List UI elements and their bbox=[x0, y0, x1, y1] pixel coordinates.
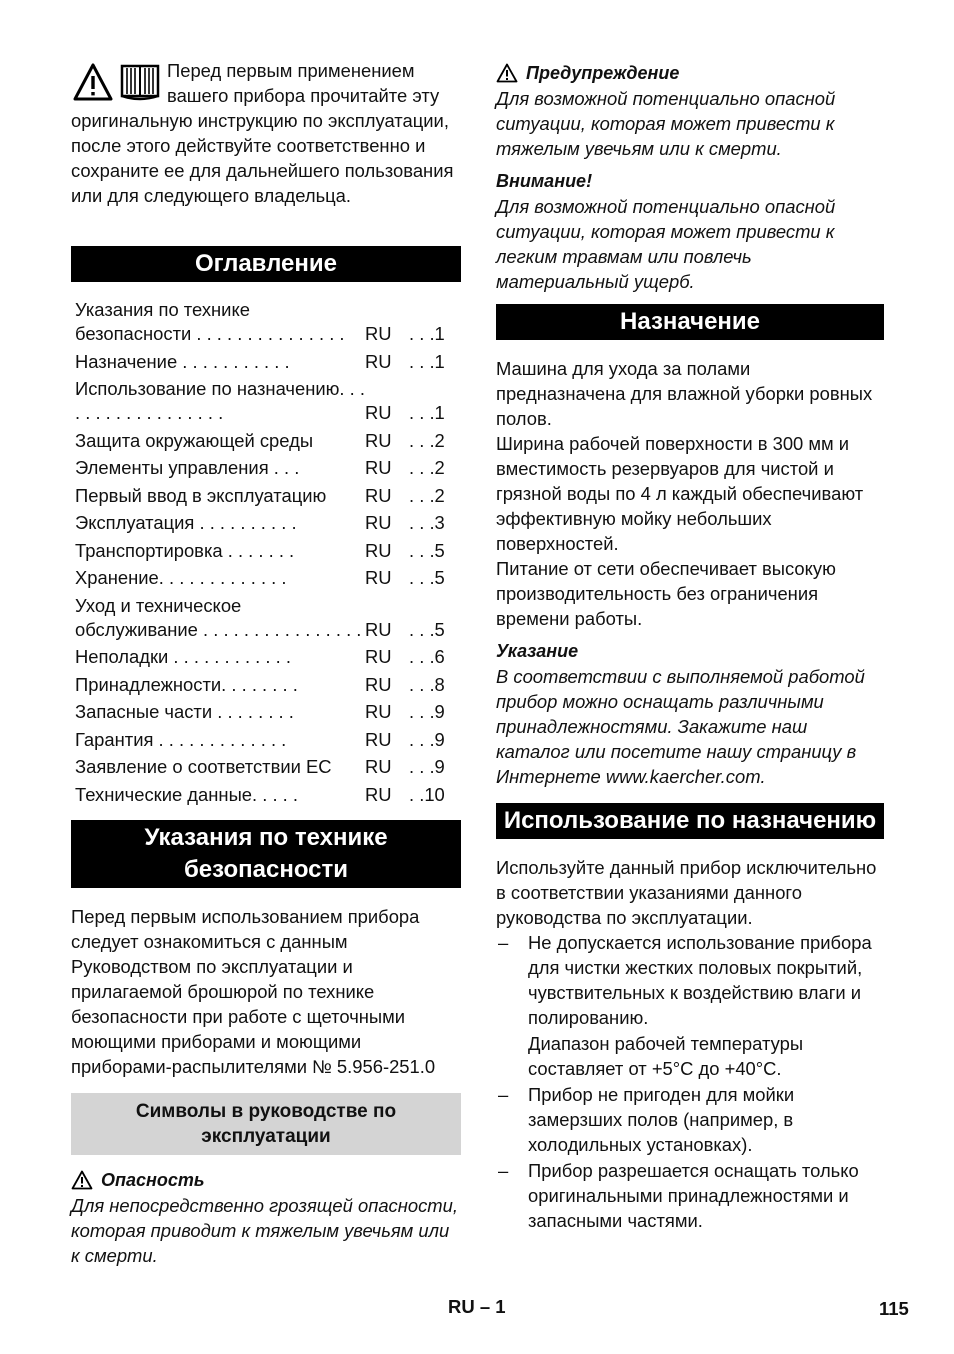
toc-row[interactable] bbox=[71, 298, 461, 346]
purpose-paragraph: Ширина рабочей поверхности в 300 мм и вместимость резервуаров для чистой и грязной воды по 4 л каждый обеспечивают эффективную мойку небольших поверхностей. bbox=[496, 433, 864, 554]
toc-page: . . .1 bbox=[409, 350, 445, 372]
list-item-text: Прибор не пригоден для мойки замерзших полов (например, в холодильных установках). bbox=[528, 1084, 795, 1155]
note-label: Указание bbox=[496, 641, 579, 661]
toc-label: Гарантия . . . . . . . . . . . . . bbox=[75, 728, 287, 750]
toc-label: Неполадки . . . . . . . . . . . . bbox=[75, 646, 291, 667]
toc-label: Использование по назначению. . . . . . . . . . . . . . . . . . bbox=[75, 378, 365, 423]
toc-lang: RU bbox=[365, 323, 392, 344]
toc-row[interactable] bbox=[71, 673, 461, 697]
toc-row[interactable] bbox=[71, 456, 461, 480]
toc-lang: RU bbox=[365, 701, 392, 722]
toc-page: . . .3 bbox=[409, 512, 445, 533]
toc-label: Транспортировка . . . . . . . bbox=[75, 539, 295, 561]
list-item-text: Прибор разрешается оснащать только оригинальными принадлежностями и запасными частями. bbox=[528, 1160, 859, 1231]
toc-lang: RU bbox=[365, 783, 392, 805]
toc-label: Запасные части . . . . . . . . bbox=[75, 701, 294, 722]
toc-page: . . .2 bbox=[409, 484, 445, 506]
warning-triangle-icon bbox=[496, 63, 518, 83]
list-item bbox=[496, 1082, 884, 1157]
danger-text: Для непосредственно грозящей опасности, которая приводит к тяжелым увечьям или к смерти. bbox=[71, 1194, 458, 1266]
toc-page: . .10 bbox=[409, 783, 445, 805]
toc-lang: RU bbox=[365, 646, 392, 667]
toc-lang: RU bbox=[365, 539, 392, 561]
page-number: 115 bbox=[879, 1298, 909, 1319]
toc-page: . . .9 bbox=[409, 756, 445, 777]
toc-lang: RU bbox=[365, 402, 392, 423]
section-page-label: RU – 1 bbox=[448, 1296, 506, 1317]
toc-page: . . .8 bbox=[409, 673, 445, 695]
toc-list bbox=[71, 298, 461, 807]
list-item-subtext: Диапазон рабочей температуры составляет от +5°C до +40°C. bbox=[528, 1033, 804, 1079]
open-book-icon bbox=[119, 62, 161, 102]
usage-list bbox=[496, 930, 884, 1233]
toc-label: Защита окружающей среды bbox=[75, 429, 314, 451]
toc-lang: RU bbox=[365, 484, 392, 506]
toc-page: . . .2 bbox=[409, 429, 445, 451]
toc-page: . . .6 bbox=[409, 646, 445, 667]
toc-lang: RU bbox=[365, 728, 392, 750]
toc-row[interactable] bbox=[71, 350, 461, 374]
toc-lang: RU bbox=[365, 512, 392, 533]
warning-text: Для возможной потенциально опасной ситуации, которая может привести к тяжелым увечьям или к смерти. bbox=[496, 88, 836, 159]
toc-label: Эксплуатация . . . . . . . . . . bbox=[75, 512, 297, 533]
intro-block bbox=[71, 58, 461, 233]
toc-row[interactable] bbox=[71, 377, 461, 425]
purpose-paragraph: Машина для ухода за полами предназначена для влажной уборки ровных полов. bbox=[496, 358, 873, 429]
warning-label: Предупреждение bbox=[526, 63, 680, 83]
safety-heading: Указания по технике безопасности bbox=[71, 820, 461, 888]
toc-label: Технические данные. . . . . bbox=[75, 783, 299, 805]
danger-label: Опасность bbox=[101, 1169, 205, 1190]
toc-row[interactable] bbox=[71, 539, 461, 563]
toc-row[interactable] bbox=[71, 511, 461, 535]
toc-lang: RU bbox=[365, 429, 392, 451]
note-text: В соответствии с выполняемой работой прибор можно оснащать различными принадлежностями. Закажите наш каталог или посетите нашу страницу в Интернете www.kaercher.com. bbox=[496, 666, 865, 787]
usage-heading: Использование по назначению bbox=[496, 803, 884, 839]
toc-label: Указания по технике безопасности . . . . . . . . . . . . . . . bbox=[75, 299, 345, 344]
toc-row[interactable] bbox=[71, 700, 461, 724]
symbols-heading: Символы в руководстве по эксплуатации bbox=[71, 1093, 461, 1155]
toc-heading: Оглавление bbox=[71, 246, 461, 282]
toc-row[interactable] bbox=[71, 429, 461, 453]
toc-page: . . .2 bbox=[409, 457, 445, 478]
toc-lang: RU bbox=[365, 618, 392, 640]
toc-row[interactable] bbox=[71, 645, 461, 669]
toc-lang: RU bbox=[365, 756, 392, 777]
toc-label: Элементы управления . . . bbox=[75, 457, 300, 478]
list-item bbox=[496, 1158, 884, 1233]
toc-row[interactable] bbox=[71, 566, 461, 590]
toc-label: Назначение . . . . . . . . . . . bbox=[75, 350, 290, 372]
toc-row[interactable] bbox=[71, 728, 461, 752]
toc-row[interactable] bbox=[71, 783, 461, 807]
intro-icons bbox=[73, 62, 161, 102]
toc-page: . . .1 bbox=[409, 323, 445, 344]
toc-page: . . .5 bbox=[409, 618, 445, 640]
danger-heading bbox=[71, 1167, 461, 1193]
toc-label: Хранение. . . . . . . . . . . . . bbox=[75, 567, 287, 588]
toc-lang: RU bbox=[365, 457, 392, 478]
warning-heading bbox=[496, 60, 884, 86]
dash-marker: – bbox=[498, 1160, 509, 1181]
purpose-paragraph: Питание от сети обеспечивает высокую производительность без ограничения времени работы. bbox=[496, 558, 836, 629]
toc-page: . . .9 bbox=[409, 728, 445, 750]
left-column bbox=[71, 58, 461, 1268]
caution-label: Внимание! bbox=[496, 171, 593, 191]
toc-page: . . .5 bbox=[409, 539, 445, 561]
toc-row[interactable] bbox=[71, 484, 461, 508]
purpose-heading: Назначение bbox=[496, 304, 884, 340]
toc-label: Первый ввод в эксплуатацию bbox=[75, 484, 327, 506]
toc-label: Уход и техническое обслуживание . . . . . . . . . . . . . . . . bbox=[75, 594, 362, 640]
intro-text: Перед первым применением вашего прибора прочитайте эту оригинальную инструкцию по эксплуатации, после этого действуйте соответственно и сохраните ее для дальнейшего пользования или для следующего владельца. bbox=[71, 60, 454, 206]
toc-label: Заявление о соответствии ЕС bbox=[75, 756, 332, 777]
toc-lang: RU bbox=[365, 673, 392, 695]
right-column bbox=[496, 58, 884, 1234]
toc-lang: RU bbox=[365, 567, 392, 588]
warning-triangle-icon bbox=[71, 1170, 93, 1190]
warning-triangle-icon bbox=[73, 62, 113, 102]
usage-intro: Используйте данный прибор исключительно в соответствии указаниями данного руководства по эксплуатации. bbox=[496, 857, 877, 928]
toc-lang: RU bbox=[365, 350, 392, 372]
toc-row[interactable] bbox=[71, 594, 461, 642]
caution-text: Для возможной потенциально опасной ситуации, которая может привести к легким травмам или повлечь материальный ущерб. bbox=[496, 196, 836, 292]
dash-marker: – bbox=[498, 932, 509, 953]
toc-row[interactable] bbox=[71, 755, 461, 779]
toc-page: . . .1 bbox=[409, 402, 445, 423]
toc-label: Принадлежности. . . . . . . . bbox=[75, 673, 298, 695]
list-item bbox=[496, 930, 884, 1081]
dash-marker: – bbox=[498, 1084, 509, 1105]
safety-text: Перед первым использованием прибора следует ознакомиться с данным Руководством по эксплуатации и прилагаемой брошюрой по технике безопасности при работе с щеточными моющими приборами и моющими приборами-распылителями № 5.956-251.0 bbox=[71, 905, 436, 1077]
toc-page: . . .5 bbox=[409, 567, 445, 588]
list-item-text: Не допускается использование прибора для чистки жестких половых покрытий, чувствительных к воздействию влаги и полированию. bbox=[528, 932, 872, 1028]
toc-page: . . .9 bbox=[409, 701, 445, 722]
